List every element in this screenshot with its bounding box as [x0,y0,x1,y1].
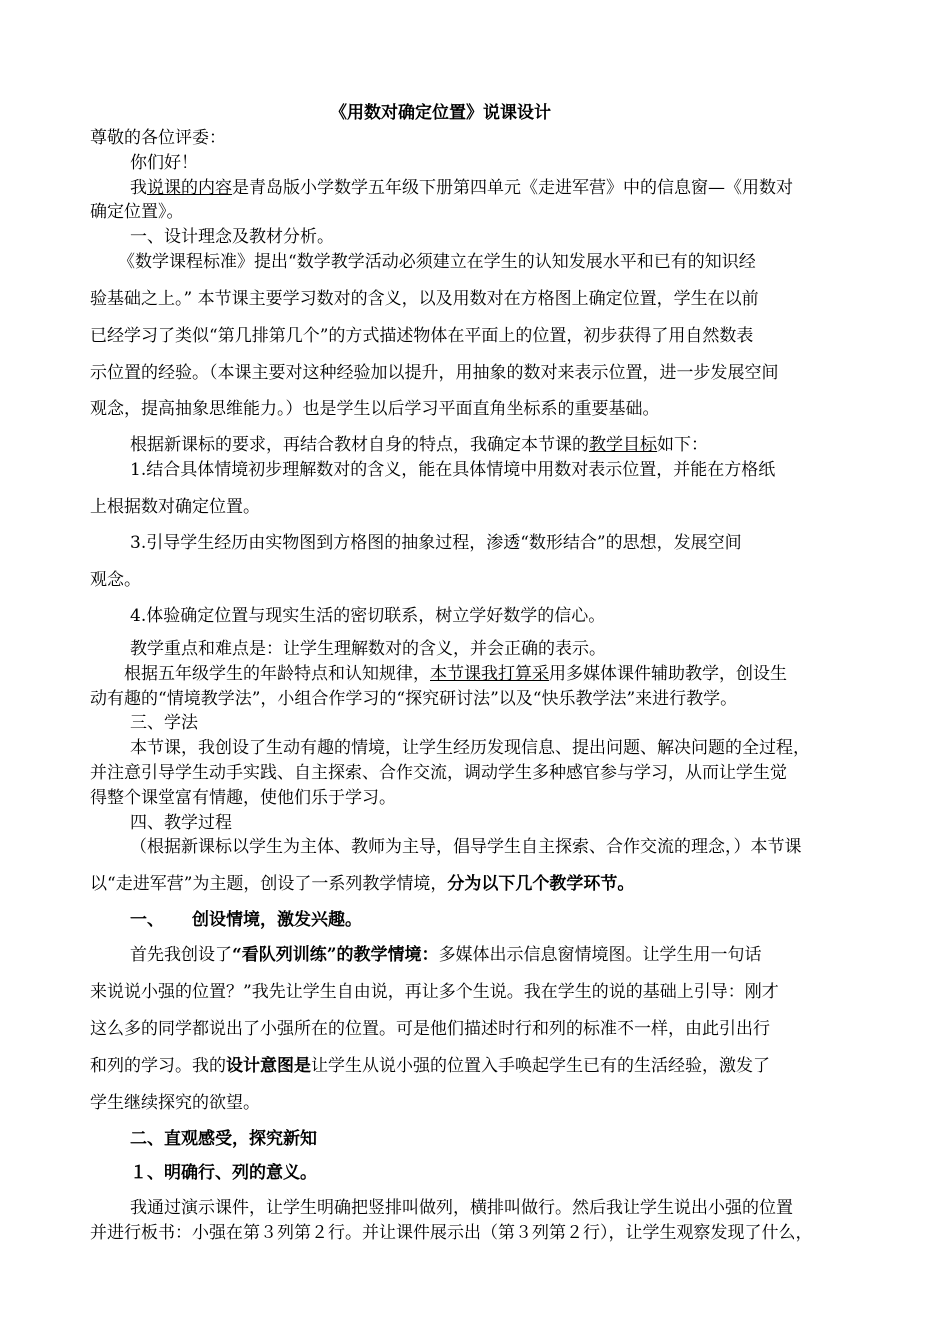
step1-heading [130,909,362,931]
section4-text: 以“走进军营”为主题，创设了一系列教学情境， [90,874,448,894]
goal-1-line-1: 1.结合具体情境初步理解数对的含义，能在具体情境中用数对表示位置，并能在方格纸 [130,460,776,480]
section3-line-2: 并注意引导学生动手实践、自主探索、合作交流，调动学生多种感官参与学习，从而让学生觉 [90,763,787,783]
section1-line-5: 观念，提高抽象思维能力。）也是学生以后学习平面直角坐标系的重要基础。 [90,399,660,419]
intro-line-2: 确定位置》。 [90,202,184,222]
section3-heading: 三、学法 [130,713,198,733]
hello-line: 你们好！ [130,153,198,173]
section1-heading: 一、设计理念及教材分析。 [130,227,334,247]
step1-heading-num: 一、 [130,910,164,930]
step1-heading-text: 创设情境，激发兴趣。 [192,910,362,930]
section4-line-1: （根据新课标以学生为主体、教师为主导，倡导学生自主探索、合作交流的理念，）本节课 [130,837,802,857]
method-line-2: 动有趣的“情境教学法”，小组合作学习的“探究研讨法”以及“快乐教学法”来进行教学。 [90,689,738,709]
intro-underlined: 说课的内容 [147,178,232,198]
method-text-a: 根据五年级学生的年龄特点和认知规律， [124,664,430,684]
greeting: 尊敬的各位评委： [90,128,226,148]
goal-3-line-1: 3.引导学生经历由实物图到方格图的抽象过程，渗透“数形结合”的思想，发展空间 [130,533,742,553]
step1-l4-rest: 让学生从说小强的位置入手唤起学生已有的生活经验，激发了 [311,1056,770,1076]
section1-line-3: 已经学习了类似“第几排第几个”的方式描述物体在平面上的位置，初步获得了用自然数表 [90,326,754,346]
key-points: 教学重点和难点是：让学生理解数对的含义，并会正确的表示。 [130,639,606,659]
step1-line-3: 这么多的同学都说出了小强所在的位置。可是他们描述时行和列的标准不一样，由此引出行 [90,1019,770,1039]
method-underlined: 本节课我打算采 [430,664,549,684]
section3-line-1: 本节课，我创设了生动有趣的情境，让学生经历发现信息、提出问题、解决问题的全过程， [130,738,810,758]
step1-line-1 [130,944,762,966]
goal-1-line-2: 上根据数对确定位置。 [90,497,260,517]
step1-l4-bold: 设计意图是 [226,1056,311,1076]
step1-bold: “看队列训练”的教学情境： [232,945,439,965]
goals-lead-text: 根据新课标的要求，再结合教材自身的特点，我确定本节课的 [130,435,589,455]
section1-line-4: 示位置的经验。（本课主要对这种经验加以提升，用抽象的数对来表示位置，进一步发展空间 [90,363,779,383]
section4-line-2 [90,873,634,895]
goals-lead [130,434,708,456]
section4-bold: 分为以下几个教学环节。 [447,874,635,894]
section1-line-2: 验基础之上。” 本节课主要学习数对的含义，以及用数对在方格图上确定位置，学生在以前 [90,289,759,309]
step2-heading: 二、直观感受，探究新知 [130,1129,317,1149]
step1-text-c: 多媒体出示信息窗情境图。让学生用一句话 [438,945,762,965]
step2-subheading: １、明确行、列的意义。 [130,1163,317,1183]
goals-lead-underlined: 教学目标 [589,435,657,455]
step1-text-a: 首先我创设了 [130,945,232,965]
step1-line-4 [90,1055,770,1077]
intro-text: 我 [130,178,147,198]
goal-3-line-2: 观念。 [90,570,141,590]
section3-line-3: 得整个课堂富有情趣，使他们乐于学习。 [90,788,396,808]
step1-line-2: 来说说小强的位置？”我先让学生自由说，再让多个生说。我在学生的说的基础上引导：刚才 [90,982,779,1002]
step1-l4-text: 和列的学习。我的 [90,1056,226,1076]
step2-line-2: 并进行板书：小强在第３列第２行。并让课件展示出（第３列第２行），让学生观察发现了什么， [90,1223,813,1243]
section4-heading: 四、教学过程 [130,813,232,833]
document-title: 《用数对确定位置》说课设计 [330,103,551,123]
step1-line-5: 学生继续探究的欲望。 [90,1093,260,1113]
intro-text-rest: 是青岛版小学数学五年级下册第四单元《走进军营》中的信息窗—《用数对 [232,178,793,198]
intro-line-1 [130,177,793,199]
step2-line-1: 我通过演示课件，让学生明确把竖排叫做列，横排叫做行。然后我让学生说出小强的位置 [130,1198,793,1218]
goal-4: 4.体验确定位置与现实生活的密切联系，树立学好数学的信心。 [130,606,606,626]
method-line-1 [124,663,787,685]
section1-line-1: 《数学课程标准》提出“数学教学活动必须建立在学生的认知发展水平和已有的知识经 [118,252,756,272]
method-text-b: 用多媒体课件辅助教学，创设生 [549,664,787,684]
goals-lead-end: 如下： [657,435,708,455]
